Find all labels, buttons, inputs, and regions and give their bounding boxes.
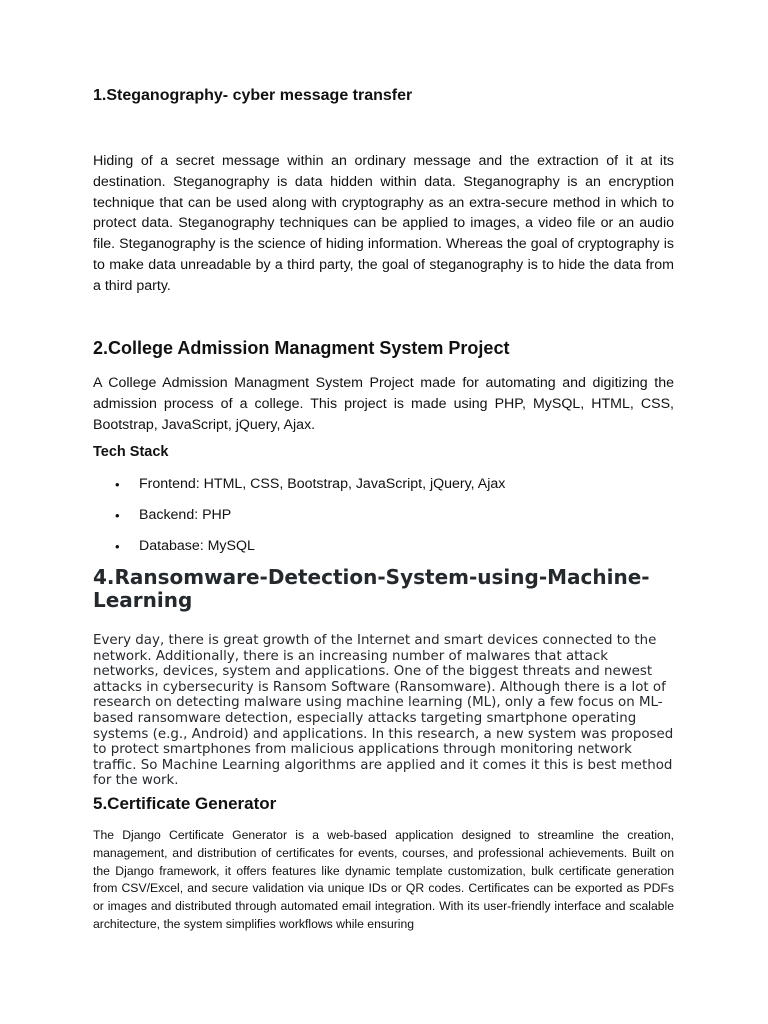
section-1-heading: 1.Steganography- cyber message transfer xyxy=(93,87,413,104)
list-item xyxy=(93,505,505,536)
tech-item-database: Database: MySQL xyxy=(139,538,255,554)
section-1-body: Hiding of a secret message within an ordinary message and the extraction of it at its destination. Steganography is data hidden within data. Steganography is an encryption technique that can be used along with cryptography as an extra-secure method in which to protect data. Steganography techniques can be applied to images, a video file or an audio file. Steganography is the science of hiding information. Whereas the goal of cryptography is to make data unreadable by a third party, the goal of steganography is to hide the data from a third party. xyxy=(93,153,674,294)
bullet-icon: • xyxy=(115,539,120,554)
section-5-heading: 5.Certificate Generator xyxy=(93,794,277,813)
section-2-body: A College Admission Managment System Project made for automating and digitizing the admission process of a college. This project is made using PHP, MySQL, HTML, CSS, Bootstrap, JavaScript, jQuery, Ajax. xyxy=(93,375,674,433)
tech-item-frontend: Frontend: HTML, CSS, Bootstrap, JavaScript, jQuery, Ajax xyxy=(139,476,506,492)
list-item xyxy=(93,536,505,567)
list-item xyxy=(93,474,505,505)
bullet-icon: • xyxy=(115,508,120,523)
section-5-body: The Django Certificate Generator is a web-based application designed to streamline the creation, management, and distribution of certificates for events, courses, and professional achievements. Built on the Django framework, it offers features like dynamic template customization, bulk certificate generation from CSV/Excel, and secure validation via unique IDs or QR codes. Certificates can be exported as PDFs or images and distributed through automated email integration. With its user-friendly interface and scalable architecture, the system simplifies workflows while ensuring xyxy=(93,828,674,931)
section-4-body: Every day, there is great growth of the Internet and smart devices connected to the network. Additionally, there is an increasing number of malwares that attack networks, devices, system and applications. One of the biggest threats and newest attacks in cybersecurity is Ransom Software (Ransomware). Although there is a lot of research on detecting malware using machine learning (ML), only a few focus on ML-based ransomware detection, especially attacks targeting smartphone operating systems (e.g., Android) and applications. In this research, a new system was proposed to protect smartphones from malicious applications through monitoring network traffic. So Machine Learning algorithms are applied and it comes it this is best method for the work. xyxy=(93,633,674,789)
section-2-heading: 2.College Admission Managment System Project xyxy=(93,338,510,358)
tech-stack-heading: Tech Stack xyxy=(93,444,169,460)
section-4-heading: 4.Ransomware-Detection-System-using-Machine-Learning xyxy=(93,565,650,612)
bullet-icon: • xyxy=(115,477,120,492)
tech-item-backend: Backend: PHP xyxy=(139,507,232,523)
tech-stack-list xyxy=(93,474,505,567)
